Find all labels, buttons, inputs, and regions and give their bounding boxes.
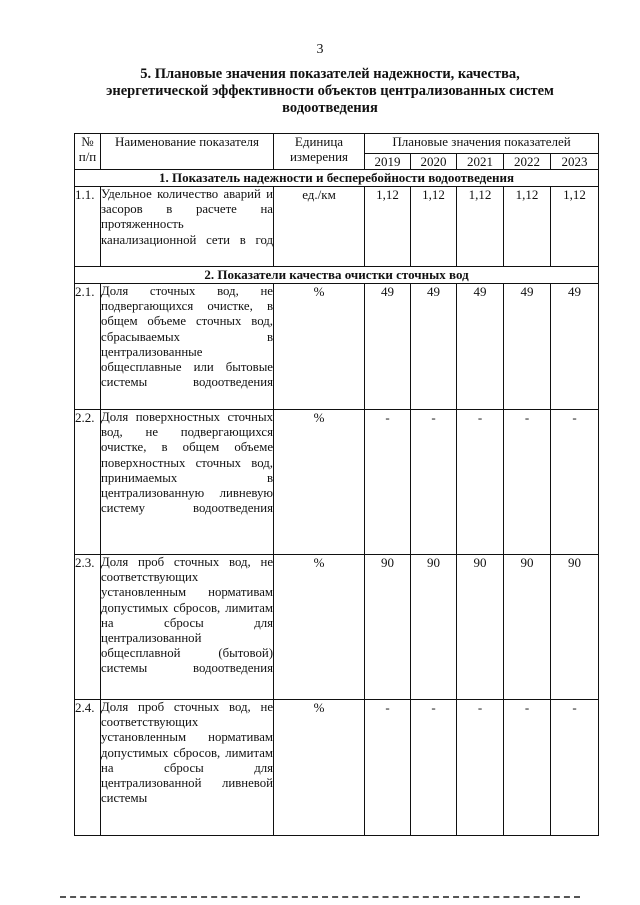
section-title: 1. Показатель надежности и бесперебойности водоотведения (75, 170, 599, 187)
row-value: - (365, 700, 411, 836)
row-value: - (411, 700, 457, 836)
row-value: - (551, 700, 599, 836)
header-year: 2022 (504, 154, 551, 170)
header-unit: Единица измерения (274, 134, 365, 170)
row-value: - (504, 700, 551, 836)
table-row (75, 555, 599, 700)
row-value: - (457, 700, 504, 836)
row-value: 49 (365, 284, 411, 410)
indicators-table (74, 133, 599, 836)
row-value: 90 (365, 555, 411, 700)
row-unit: ед./км (274, 187, 365, 267)
header-year: 2021 (457, 154, 504, 170)
row-value: - (457, 410, 504, 555)
row-number: 2.3. (75, 555, 101, 700)
document-heading: 5. Плановые значения показателей надежности, качества, энергетической эффективности объектов централизованных систем водоотведения (106, 66, 554, 116)
table-row (75, 284, 599, 410)
header-year: 2023 (551, 154, 599, 170)
page-number: 3 (316, 42, 324, 57)
header-year: 2020 (411, 154, 457, 170)
header-num: № п/п (75, 134, 101, 170)
row-indicator-name: Доля сточных вод, не подвергающихся очистке, в общем объеме сточных вод, сбрасываемых в централизованные общесплавные или бытовые системы водоотведения (101, 284, 274, 410)
row-value: - (365, 410, 411, 555)
section-title: 2. Показатели качества очистки сточных вод (75, 267, 599, 284)
row-value: - (551, 410, 599, 555)
row-unit: % (274, 700, 365, 836)
row-value: 49 (457, 284, 504, 410)
row-value: 49 (504, 284, 551, 410)
row-value: 1,12 (365, 187, 411, 267)
header-year: 2019 (365, 154, 411, 170)
row-value: 49 (551, 284, 599, 410)
row-indicator-name: Доля проб сточных вод, не соответствующих установленным нормативам допустимых сбросов, лимитам на сбросы для централизованной ливневой системы (101, 700, 274, 836)
row-value: 1,12 (504, 187, 551, 267)
section-row (75, 170, 599, 187)
row-number: 1.1. (75, 187, 101, 267)
row-value: 49 (411, 284, 457, 410)
section-row (75, 267, 599, 284)
row-value: - (411, 410, 457, 555)
row-unit: % (274, 284, 365, 410)
page-bottom-rule (60, 896, 580, 898)
row-value: 90 (551, 555, 599, 700)
header-name: Наименование показателя (101, 134, 274, 170)
row-number: 2.1. (75, 284, 101, 410)
row-value: 1,12 (551, 187, 599, 267)
row-value: 1,12 (411, 187, 457, 267)
header-planned: Плановые значения показателей (365, 134, 599, 154)
row-value: 90 (504, 555, 551, 700)
table-row (75, 700, 599, 836)
row-value: - (504, 410, 551, 555)
row-indicator-name: Удельное количество аварий и засоров в расчете на протяженность канализационной сети в год (101, 187, 274, 267)
table-row (75, 187, 599, 267)
row-value: 90 (457, 555, 504, 700)
row-value: 90 (411, 555, 457, 700)
row-indicator-name: Доля проб сточных вод, не соответствующих установленным нормативам допустимых сбросов, лимитам на сбросы для централизованной общесплавной (бытовой) системы водоотведения (101, 555, 274, 700)
row-number: 2.4. (75, 700, 101, 836)
row-unit: % (274, 410, 365, 555)
row-indicator-name: Доля поверхностных сточных вод, не подвергающихся очистке, в общем объеме поверхностных сточных вод, принимаемых в централизованную ливневую систему водоотведения (101, 410, 274, 555)
row-value: 1,12 (457, 187, 504, 267)
table-row (75, 410, 599, 555)
row-number: 2.2. (75, 410, 101, 555)
row-unit: % (274, 555, 365, 700)
